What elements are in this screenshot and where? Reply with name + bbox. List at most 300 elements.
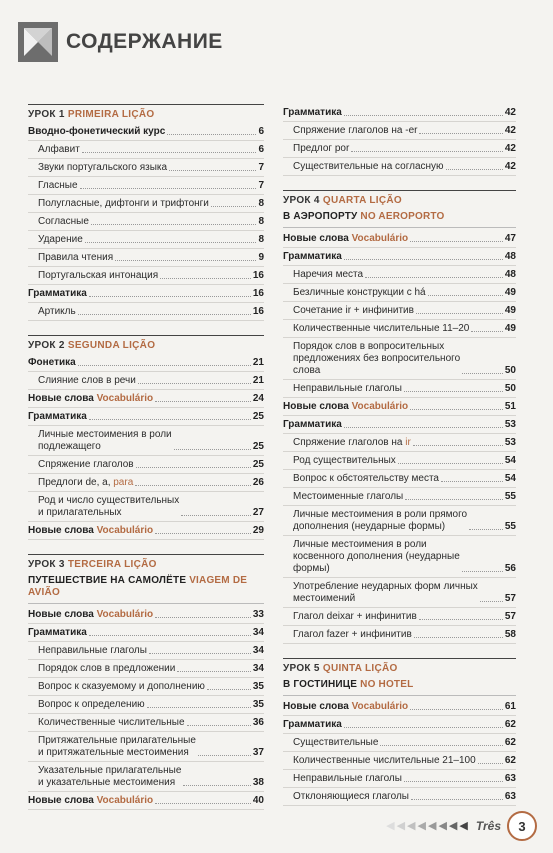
toc-entry-title [28,393,153,405]
dot-leader [167,134,256,135]
dot-leader [344,115,503,116]
dot-leader [419,133,502,134]
toc-entry-title [293,611,417,623]
toc-entry-title [283,419,342,431]
dot-leader [147,707,251,708]
toc-page-number: 27 [252,506,264,518]
page-header [18,22,223,62]
toc-entry-title [38,717,185,729]
toc-entry-text: Правила чтения [38,251,114,263]
dot-leader [410,709,503,710]
toc-entry-title [38,375,136,387]
toc-entry-text: Количественные числительные [38,716,185,728]
toc-entry[interactable] [28,267,264,285]
toc-entry-title [293,143,349,155]
dot-leader [404,781,503,782]
toc-entry-text: Грамматика [283,106,342,118]
toc-entry[interactable] [28,642,264,660]
toc-entry[interactable] [28,426,264,456]
book-logo-icon [18,22,58,62]
toc-page-number: 6 [258,125,264,137]
toc-entry-title [38,144,80,156]
toc-page-number: 34 [252,626,264,638]
toc-page-number: 58 [504,628,516,640]
dot-leader [411,799,503,800]
toc-entry-text: Отклоняющиеся глаголы [293,790,409,802]
toc-entry[interactable] [28,141,264,159]
toc-entry[interactable] [283,380,516,398]
toc-entry[interactable] [28,792,264,810]
lesson-heading-ru: УРОК 4 [283,195,323,206]
toc-page-number: 51 [504,400,516,412]
toc-entry-text: Порядок слов в предложении [38,662,176,674]
toc-entry-title [38,234,83,246]
toc-entry-title [28,525,153,537]
toc-page-number: 50 [504,364,516,376]
dot-leader [380,745,502,746]
toc-page-number: 55 [504,520,516,532]
dot-leader [419,619,503,620]
toc-page-number: 42 [504,106,516,118]
lesson-heading [283,658,516,675]
toc-page-number: 42 [504,142,516,154]
toc-entry-text: Новые слова [28,524,97,536]
lesson-heading-ru: УРОК 5 [283,663,323,674]
toc-page-number: 24 [252,392,264,404]
dot-leader [89,296,251,297]
toc-page-number: 29 [252,524,264,536]
toc-entry-text: Количественные числительные 11–20 [293,322,470,334]
toc-entry[interactable] [28,474,264,492]
dot-leader [149,653,251,654]
toc-page-number: 49 [504,286,516,298]
dot-leader [428,295,503,296]
toc-entry-text: Неправильные глаголы [38,644,147,656]
toc-entry-text: Неправильные глаголы [293,772,402,784]
toc-entry[interactable] [283,470,516,488]
toc-page-number: 57 [504,610,516,622]
toc-entry-text: Слияние слов в речи [38,374,136,386]
dot-leader [404,391,503,392]
toc-entry[interactable] [283,140,516,158]
toc-entry[interactable] [28,732,264,762]
toc-page-number: 48 [504,250,516,262]
toc-page-number: 25 [252,458,264,470]
toc-entry-title [38,699,145,711]
page-footer [386,811,537,841]
toc-entry-title [38,495,179,519]
toc-page-number: 7 [258,179,264,191]
toc-entry-portuguese: Vocabulário [96,608,154,620]
toc-entry-text: Артикль [38,305,76,317]
toc-entry-title [283,701,408,713]
toc-entry[interactable] [28,696,264,714]
toc-entry-text: Вопрос к сказуемому и дополнению [38,680,205,692]
toc-entry-portuguese: Vocabulário [351,232,409,244]
toc-entry-title [38,645,147,657]
toc-page-number: 35 [252,680,264,692]
toc-page-number: 9 [258,251,264,263]
toc-entry-portuguese: Vocabulário [351,400,409,412]
toc-entry-title [38,198,209,210]
lesson-subtitle [28,575,264,604]
dot-leader [78,365,251,366]
toc-entry-title [38,459,134,471]
toc-page-number: 36 [252,716,264,728]
toc-entry-title [38,681,205,693]
dot-leader [160,278,251,279]
toc-page-number: 42 [504,160,516,172]
toc-entry-title [28,357,76,369]
toc-entry[interactable] [28,714,264,732]
toc-right-column [283,104,516,806]
toc-entry-title [283,107,342,119]
toc-entry[interactable] [283,626,516,644]
toc-entry-text: Вопрос к обстоятельству места [293,472,439,484]
toc-entry-title [38,477,133,489]
toc-entry-title [38,429,172,453]
toc-entry-title [293,539,460,575]
toc-page-number: 56 [504,562,516,574]
toc-entry[interactable] [283,578,516,608]
toc-entry[interactable] [283,398,516,416]
toc-entry-title [283,251,342,263]
toc-entry-text: Наречия места [293,268,364,280]
dot-leader [211,206,257,207]
toc-page-number: 8 [258,233,264,245]
toc-page-number: 55 [504,490,516,502]
toc-entry-text: Существительные на согласную [293,160,444,172]
dot-leader [471,331,503,332]
toc-entry[interactable] [28,354,264,372]
dot-leader [78,314,251,315]
toc-entry-title [283,719,342,731]
toc-entry-text: Фонетика [28,356,76,368]
toc-entry-title [293,383,402,395]
toc-entry-title [38,270,158,282]
toc-entry[interactable] [28,372,264,390]
lesson-heading-ru: УРОК 3 [28,559,68,570]
toc-entry-text: Новые слова [28,392,97,404]
decorative-arrows-icon: ◀ ◀ ◀ ◀ ◀ ◀ ◀ ◀ [386,819,468,832]
toc-entry-title [293,287,426,299]
toc-page-number: 21 [252,356,264,368]
toc-entry[interactable] [28,624,264,642]
toc-entry[interactable] [28,303,264,321]
toc-entry-text: Грамматика [28,626,87,638]
toc-entry-text: Грамматика [283,250,342,262]
dot-leader [155,533,251,534]
toc-entry-title [283,401,408,413]
lesson-heading-pt: QUINTA LIÇÃO [322,663,398,674]
page-title: СОДЕРЖАНИЕ [66,30,223,53]
dot-leader [398,463,503,464]
toc-entry-title [38,765,181,789]
toc-entry[interactable] [283,284,516,302]
dot-leader [469,529,503,530]
toc-entry-title [38,663,175,675]
toc-entry-text: Новые слова [28,794,97,806]
lesson-heading [283,190,516,207]
dot-leader [89,635,251,636]
toc-entry[interactable] [283,452,516,470]
toc-entry-text: Алфавит [38,143,80,155]
toc-entry[interactable] [283,158,516,176]
toc-entry[interactable] [28,678,264,696]
toc-entry-text: Звуки португальского языка [38,161,168,173]
toc-entry[interactable] [283,752,516,770]
toc-entry-text: Личные местоимения в роли косвенного дополнения (неударные формы) [293,538,460,574]
dot-leader [344,727,503,728]
dot-leader [198,755,251,756]
dot-leader [174,449,251,450]
toc-entry[interactable] [28,123,264,141]
toc-entry[interactable] [283,434,516,452]
toc-entry-text: Порядок слов в вопросительных предложениях без вопросительного слова [293,340,461,376]
toc-entry-text: Личные местоимения в роли прямого дополнения (неударные формы) [293,508,468,532]
toc-entry[interactable] [28,195,264,213]
dot-leader [138,383,251,384]
lesson-heading-pt: SEGUNDA LIÇÃO [67,340,156,351]
footer-word: Três [475,819,501,833]
toc-page-number: 16 [252,269,264,281]
toc-entry-text: Род существительных [293,454,396,466]
toc-entry-text: Спряжение глаголов на -er [293,124,418,136]
toc-entry[interactable] [283,608,516,626]
toc-entry-text: Род и число существительных и прилагательных [38,494,180,518]
toc-page-number: 38 [252,776,264,788]
toc-entry[interactable] [283,104,516,122]
dot-leader [351,151,503,152]
toc-entry-text: Согласные [38,215,89,227]
toc-entry-title [293,161,444,173]
toc-entry-title [28,627,87,639]
dot-leader [169,170,256,171]
toc-entry-title [293,341,460,377]
toc-entry-title [293,473,439,485]
toc-page-number: 54 [504,454,516,466]
toc-entry[interactable] [283,788,516,806]
dot-leader [177,671,251,672]
toc-page-number: 50 [504,382,516,394]
dot-leader [416,313,503,314]
toc-entry-title [38,180,78,192]
toc-page-number: 40 [252,794,264,806]
toc-page-number: 16 [252,305,264,317]
toc-page-number: 62 [504,718,516,730]
dot-leader [207,689,251,690]
toc-entry-text: Полугласные, дифтонги и трифтонги [38,197,209,209]
toc-entry-portuguese: Vocabulário [96,524,154,536]
toc-page-number: 54 [504,472,516,484]
toc-page-number: 62 [504,736,516,748]
toc-page-number: 61 [504,700,516,712]
toc-entry[interactable] [283,536,516,578]
toc-entry-title [293,269,363,281]
toc-entry-portuguese: Vocabulário [96,392,154,404]
toc-entry-text: Сочетание ir + инфинитив [293,304,414,316]
lesson-heading-pt: TERCEIRA LIÇÃO [67,559,157,570]
toc-entry-text: Неправильные глаголы [293,382,402,394]
toc-entry-title [293,323,469,335]
toc-entry-title [28,795,153,807]
toc-entry-text: Вопрос к определению [38,698,145,710]
toc-entry-text: Местоименные глаголы [293,490,404,502]
toc-entry[interactable] [283,770,516,788]
toc-left-column [28,104,264,810]
toc-page-number: 34 [252,644,264,656]
toc-entry-title [293,755,476,767]
toc-entry-text: Указательные прилагательные и указательные местоимения [38,764,182,788]
toc-page-number: 25 [252,440,264,452]
toc-entry-portuguese: Vocabulário [96,794,154,806]
toc-page-number: 21 [252,374,264,386]
toc-page-number: 62 [504,754,516,766]
lesson-subtitle [283,211,516,228]
toc-entry[interactable] [283,488,516,506]
dot-leader [80,188,257,189]
toc-entry-title [28,609,153,621]
toc-entry-title [293,455,396,467]
toc-entry[interactable] [283,506,516,536]
toc-entry[interactable] [283,338,516,380]
toc-entry[interactable] [28,408,264,426]
page-number-badge: 3 [507,811,537,841]
toc-entry[interactable] [283,122,516,140]
toc-entry[interactable] [28,522,264,540]
lesson-heading-pt: PRIMEIRA LIÇÃO [67,109,155,120]
toc-entry[interactable] [283,416,516,434]
dot-leader [365,277,503,278]
toc-entry-title [293,437,411,449]
toc-entry-text: Вводно-фонетический курс [28,125,166,137]
toc-entry-title [38,252,113,264]
toc-entry-text: Употребление неударных форм личных местоимений [293,580,478,604]
toc-page-number: 49 [504,322,516,334]
toc-entry[interactable] [28,249,264,267]
toc-entry[interactable] [283,230,516,248]
toc-entry-title [293,737,378,749]
toc-entry[interactable] [28,492,264,522]
toc-page-number: 53 [504,436,516,448]
toc-entry[interactable] [283,734,516,752]
toc-entry-text: Грамматика [28,287,87,299]
toc-page-number: 6 [258,143,264,155]
toc-page-number: 42 [504,124,516,136]
dot-leader [446,169,503,170]
toc-entry[interactable] [28,285,264,303]
toc-entry-portuguese: para [113,476,134,488]
toc-entry-text: Грамматика [28,410,87,422]
dot-leader [410,409,503,410]
toc-page-number: 57 [504,592,516,604]
dot-leader [405,499,503,500]
toc-entry[interactable] [283,716,516,734]
toc-entry[interactable] [28,390,264,408]
toc-page-number: 8 [258,215,264,227]
dot-leader [82,152,257,153]
toc-page-number: 8 [258,197,264,209]
toc-page-number: 33 [252,608,264,620]
toc-page-number: 7 [258,161,264,173]
lesson-subtitle-ru: В АЭРОПОРТУ [283,211,361,222]
lesson-heading [28,104,264,121]
toc-entry-title [38,216,89,228]
toc-entry-title [293,773,402,785]
toc-entry[interactable] [28,762,264,792]
toc-page-number: 25 [252,410,264,422]
lesson-heading-pt: QUARTA LIÇÃO [322,195,403,206]
lesson-heading [28,335,264,352]
toc-page-number: 34 [252,662,264,674]
dot-leader [155,803,251,804]
toc-entry-portuguese: Vocabulário [351,700,409,712]
dot-leader [478,763,503,764]
toc-entry[interactable] [28,456,264,474]
toc-entry-title [293,509,467,533]
toc-entry-title [28,411,87,423]
dot-leader [136,467,251,468]
toc-entry-portuguese: ir [405,436,411,448]
toc-entry[interactable] [283,302,516,320]
toc-entry[interactable] [28,177,264,195]
toc-entry-title [28,126,165,138]
dot-leader [183,785,250,786]
lesson-heading-ru: УРОК 1 [28,109,68,120]
toc-entry-text: Португальская интонация [38,269,159,281]
toc-entry[interactable] [28,213,264,231]
toc-entry-text: Грамматика [283,718,342,730]
toc-entry-title [283,233,408,245]
toc-entry[interactable] [28,606,264,624]
toc-page-number: 37 [252,746,264,758]
toc-entry[interactable] [283,248,516,266]
toc-page-number: 53 [504,418,516,430]
toc-entry-title [293,581,478,605]
toc-entry[interactable] [28,231,264,249]
toc-entry[interactable] [283,698,516,716]
lesson-subtitle-pt: VIAGEM DE AVIÃO [28,575,248,598]
toc-entry-title [38,735,196,759]
toc-entry-title [293,791,409,803]
dot-leader [344,427,503,428]
toc-page-number: 63 [504,772,516,784]
toc-entry-title [38,162,167,174]
dot-leader [344,259,503,260]
toc-entry[interactable] [28,660,264,678]
lesson-heading [28,554,264,571]
toc-page-number: 63 [504,790,516,802]
toc-entry-text: Притяжательные прилагательные и притяжательные местоимения [38,734,196,758]
lesson-subtitle [283,679,516,696]
toc-entry-text: Существительные [293,736,379,748]
toc-entry-title [293,629,412,641]
toc-entry-text: Спряжение глаголов на [293,436,406,448]
toc-entry[interactable] [283,266,516,284]
toc-entry[interactable] [283,320,516,338]
toc-page-number: 26 [252,476,264,488]
dot-leader [462,571,503,572]
dot-leader [480,601,503,602]
dot-leader [441,481,503,482]
toc-entry[interactable] [28,159,264,177]
toc-entry-text: Глагол fazer + инфинитив [293,628,412,640]
lesson-heading-ru: УРОК 2 [28,340,68,351]
dot-leader [115,260,256,261]
toc-entry-text: Предлоги de, a, [38,476,114,488]
toc-entry-text: Новые слова [283,232,352,244]
toc-page-number: 35 [252,698,264,710]
